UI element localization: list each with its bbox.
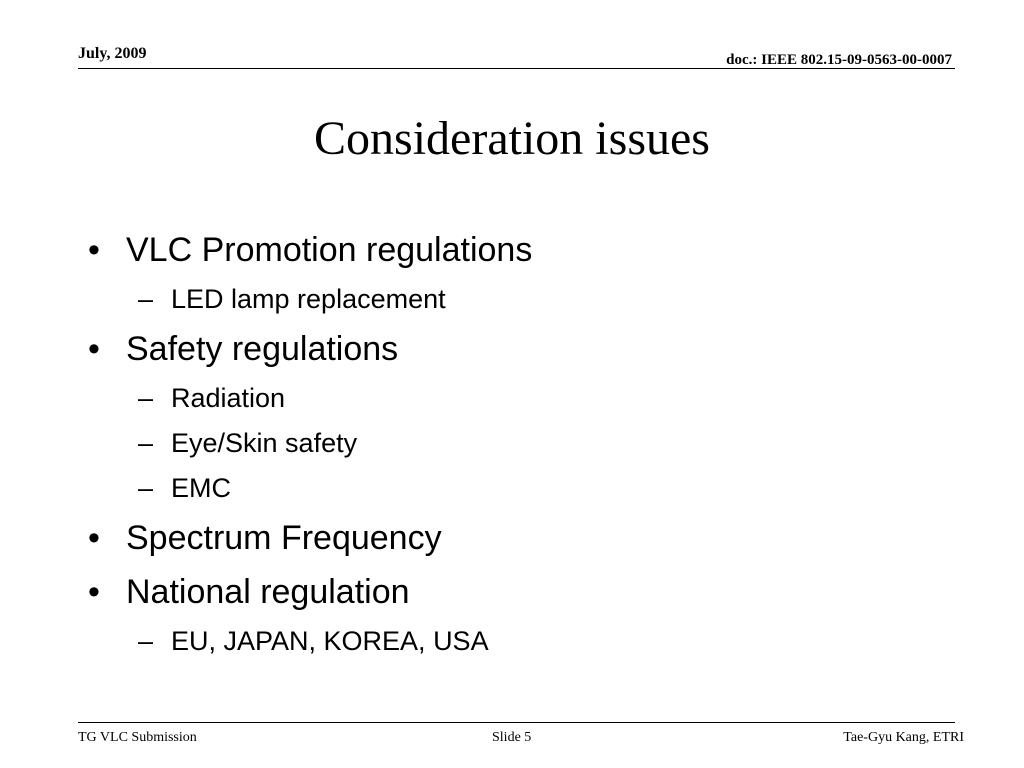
sub-bullet-item — [88, 423, 948, 463]
sub-bullet-text: LED lamp replacement — [171, 284, 446, 314]
footer-slide-number: Slide 5 — [492, 730, 532, 745]
header-doc-id: doc.: IEEE 802.15-09-0563-00-0007 — [726, 52, 952, 68]
slide-title: Consideration issues — [314, 112, 710, 165]
bullet-glyph: • — [88, 231, 100, 269]
bullet-text: Spectrum Frequency — [126, 519, 442, 557]
sub-bullet-text: Eye/Skin safety — [171, 428, 358, 458]
header-date: July, 2009 — [78, 45, 147, 62]
bullet-glyph: • — [88, 519, 100, 557]
header-divider — [78, 68, 955, 69]
footer-divider — [78, 722, 955, 723]
bullet-text: Safety regulations — [126, 330, 399, 368]
bullet-item — [88, 568, 948, 616]
sub-bullet-text: Radiation — [171, 383, 286, 413]
dash-glyph: – — [138, 428, 154, 458]
sub-bullet-item — [88, 279, 948, 319]
footer-left: TG VLC Submission — [78, 730, 197, 745]
sub-bullet-text: EMC — [171, 473, 231, 503]
sub-bullet-item — [88, 621, 948, 661]
footer-author: Tae-Gyu Kang, ETRI — [843, 730, 964, 745]
dash-glyph: – — [138, 284, 154, 314]
bullet-item — [88, 514, 948, 562]
sub-bullet-item — [88, 468, 948, 508]
bullet-text: VLC Promotion regulations — [126, 231, 533, 269]
bullet-text: National regulation — [126, 573, 410, 611]
bullet-list — [88, 226, 948, 661]
bullet-item — [88, 226, 948, 274]
bullet-glyph: • — [88, 573, 100, 611]
bullet-glyph: • — [88, 330, 100, 368]
sub-bullet-item — [88, 378, 948, 418]
sub-bullet-text: EU, JAPAN, KOREA, USA — [171, 626, 489, 656]
bullet-item — [88, 325, 948, 373]
dash-glyph: – — [138, 473, 154, 503]
dash-glyph: – — [138, 383, 154, 413]
dash-glyph: – — [138, 626, 154, 656]
